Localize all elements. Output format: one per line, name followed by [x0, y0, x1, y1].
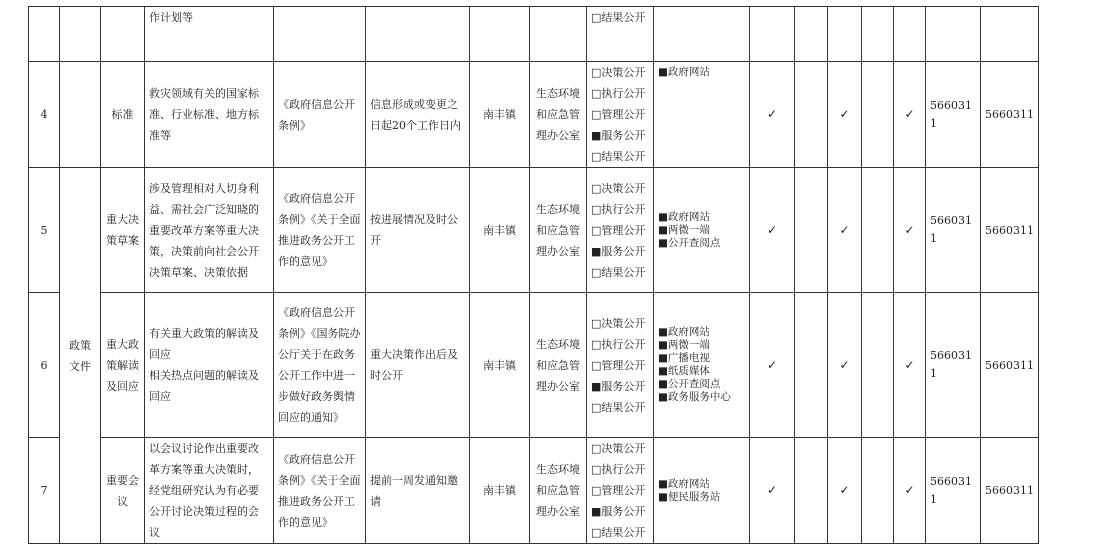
- empty-cell: [862, 293, 894, 438]
- process-cell: [587, 438, 654, 544]
- channel-item: ■政府网站: [658, 210, 710, 223]
- process-item: □结果公开: [591, 150, 646, 163]
- subject-cell: 南丰镇: [470, 293, 530, 438]
- channel-item: ■政府网站: [658, 326, 710, 338]
- content-cell: 作计划等: [145, 7, 274, 62]
- channel-item: ■纸质媒体: [658, 365, 710, 377]
- period-cell: 提前一周发通知邀请: [366, 438, 470, 544]
- code-cell: 5660311: [926, 438, 981, 544]
- process-cell: [587, 62, 654, 168]
- period-cell: [366, 7, 470, 62]
- row-number: 5: [29, 168, 60, 293]
- empty-cell: [795, 293, 828, 438]
- basis-cell: 《政府信息公开条例》《关于全面推进政务公开工作的意见》: [274, 438, 366, 544]
- empty-cell: [862, 438, 894, 544]
- unit-cell: 生态环境和应急管理办公室: [530, 438, 587, 544]
- process-item: □结果公开: [591, 265, 646, 279]
- channel-item: ■公开查阅点: [658, 378, 721, 390]
- process-item: ■服务公开: [591, 244, 646, 258]
- process-item: □决策公开: [591, 181, 646, 195]
- code-cell: 5660311: [926, 62, 981, 168]
- content-cell: 以会议讨论作出重要改革方案等重大决策时，经党组研究认为有必要公开讨论决策过程的会议: [145, 438, 274, 544]
- channel-item: ■广播电视: [658, 352, 710, 364]
- check-mark: ✓: [894, 293, 926, 438]
- check-mark: [828, 7, 862, 62]
- code-cell: 5660311: [981, 438, 1039, 544]
- channel-item: ■公开查阅点: [658, 236, 721, 249]
- code-cell: 5660311: [981, 62, 1039, 168]
- empty-cell: [795, 62, 828, 168]
- item-cell: [101, 7, 145, 62]
- process-item: □决策公开: [591, 66, 646, 79]
- check-mark: ✓: [828, 168, 862, 293]
- period-cell: 重大决策作出后及时公开: [366, 293, 470, 438]
- row-number: 7: [29, 438, 60, 544]
- empty-cell: [862, 62, 894, 168]
- unit-cell: 生态环境和应急管理办公室: [530, 293, 587, 438]
- channels-cell: [654, 438, 750, 544]
- check-mark: ✓: [750, 438, 795, 544]
- process-cell: [587, 293, 654, 438]
- process-item: ■服务公开: [591, 379, 646, 393]
- code-cell: [926, 7, 981, 62]
- code-cell: 5660311: [926, 168, 981, 293]
- check-mark: ✓: [894, 62, 926, 168]
- check-mark: ✓: [828, 293, 862, 438]
- empty-cell: [795, 7, 828, 62]
- row-number: 4: [29, 62, 60, 168]
- period-cell: 按进展情况及时公开: [366, 168, 470, 293]
- channels-cell: [654, 293, 750, 438]
- process-item: ■服务公开: [591, 505, 646, 518]
- category-cell: [60, 7, 101, 62]
- process-item: □管理公开: [591, 358, 646, 372]
- channel-item: ■政府网站: [658, 477, 710, 490]
- disclosure-table: [28, 6, 1039, 544]
- code-cell: 5660311: [981, 168, 1039, 293]
- process-cell: [587, 7, 654, 62]
- check-mark: ✓: [894, 438, 926, 544]
- process-item: □决策公开: [591, 442, 646, 455]
- document-page: [28, 6, 1039, 544]
- channel-item: ■政府网站: [658, 66, 710, 78]
- subject-cell: 南丰镇: [470, 168, 530, 293]
- channel-item: ■政务服务中心: [658, 391, 731, 403]
- check-mark: [750, 7, 795, 62]
- content-cell: 涉及管理相对人切身利益、需社会广泛知晓的重要改革方案等重大决策，决策前向社会公开决策草案、决策依据: [145, 168, 274, 293]
- process-item: □结果公开: [591, 11, 646, 24]
- check-mark: ✓: [750, 293, 795, 438]
- process-item: ■服务公开: [591, 129, 646, 142]
- code-cell: 5660311: [981, 293, 1039, 438]
- subject-cell: [470, 7, 530, 62]
- item-cell: 重大政策解读及回应: [101, 293, 145, 438]
- process-item: □管理公开: [591, 223, 646, 237]
- row-number: 6: [29, 293, 60, 438]
- check-mark: ✓: [750, 168, 795, 293]
- unit-cell: 生态环境和应急管理办公室: [530, 168, 587, 293]
- content-cell: 救灾领域有关的国家标准、行业标准、地方标准等: [145, 62, 274, 168]
- table-row: [29, 168, 1039, 293]
- channel-item: ■两微一端: [658, 223, 710, 236]
- category-cell: 政策文件: [60, 168, 101, 544]
- row-number: [29, 7, 60, 62]
- code-cell: 5660311: [926, 293, 981, 438]
- unit-cell: 生态环境和应急管理办公室: [530, 62, 587, 168]
- process-item: □执行公开: [591, 202, 646, 216]
- empty-cell: [862, 168, 894, 293]
- process-item: □管理公开: [591, 484, 646, 497]
- process-item: □管理公开: [591, 108, 646, 121]
- channels-cell: [654, 62, 750, 168]
- basis-cell: [274, 7, 366, 62]
- process-item: □执行公开: [591, 463, 646, 476]
- item-cell: 重大决策草案: [101, 168, 145, 293]
- code-cell: [981, 7, 1039, 62]
- channel-item: ■便民服务站: [658, 490, 721, 503]
- basis-cell: 《政府信息公开条例》《国务院办公厅关于在政务公开工作中进一步做好政务舆情回应的通知》: [274, 293, 366, 438]
- process-item: □决策公开: [591, 316, 646, 330]
- subject-cell: 南丰镇: [470, 438, 530, 544]
- subject-cell: 南丰镇: [470, 62, 530, 168]
- empty-cell: [862, 7, 894, 62]
- channel-item: ■两微一端: [658, 339, 710, 351]
- process-item: □结果公开: [591, 400, 646, 414]
- table-row: [29, 293, 1039, 438]
- channels-cell: [654, 168, 750, 293]
- period-cell: 信息形成或变更之日起20个工作日内: [366, 62, 470, 168]
- unit-cell: [530, 7, 587, 62]
- table-row: [29, 438, 1039, 544]
- process-cell: [587, 168, 654, 293]
- process-item: □结果公开: [591, 526, 646, 539]
- check-mark: ✓: [750, 62, 795, 168]
- check-mark: [894, 7, 926, 62]
- category-cell: [60, 62, 101, 168]
- item-cell: 标准: [101, 62, 145, 168]
- channels-cell: [654, 7, 750, 62]
- table-row: [29, 62, 1039, 168]
- empty-cell: [795, 438, 828, 544]
- content-cell: 有关重大政策的解读及回应 相关热点问题的解读及回应: [145, 293, 274, 438]
- check-mark: ✓: [828, 438, 862, 544]
- check-mark: ✓: [828, 62, 862, 168]
- basis-cell: 《政府信息公开条例》《关于全面推进政务公开工作的意见》: [274, 168, 366, 293]
- check-mark: ✓: [894, 168, 926, 293]
- empty-cell: [795, 168, 828, 293]
- process-item: □执行公开: [591, 337, 646, 351]
- item-cell: 重要会议: [101, 438, 145, 544]
- process-item: □执行公开: [591, 87, 646, 100]
- basis-cell: 《政府信息公开条例》: [274, 62, 366, 168]
- table-row: [29, 7, 1039, 62]
